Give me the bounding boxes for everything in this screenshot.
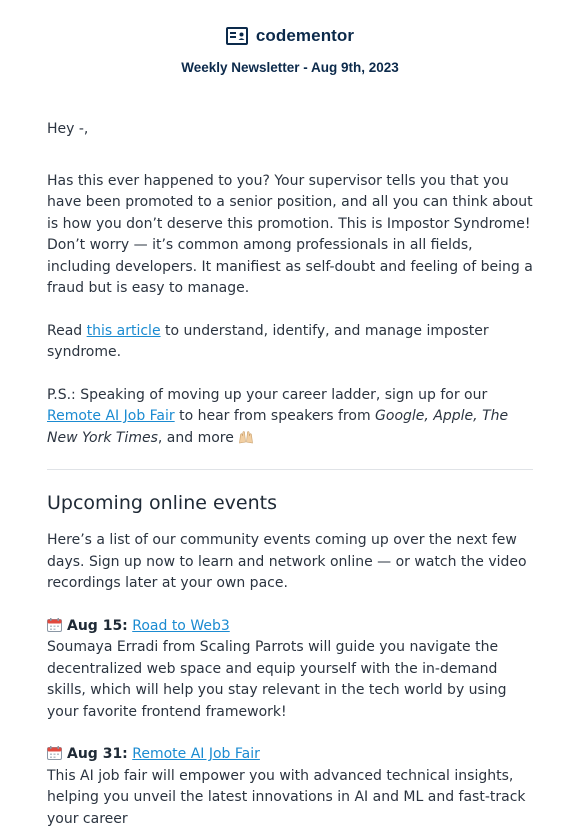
read-before-text: Read [47, 323, 87, 339]
read-article-paragraph [47, 321, 533, 364]
ps-paragraph [47, 385, 533, 450]
section-divider [47, 469, 533, 470]
newsletter-subtitle: Weekly Newsletter - Aug 9th, 2023 [0, 60, 580, 75]
event-header [47, 744, 533, 766]
calendar-icon [47, 746, 62, 760]
event-date: Aug 15: [67, 618, 128, 634]
intro-paragraph: Has this ever happened to you? Your supervisor tells you that you have been promoted to a senior position, and all you can think about is how you don’t deserve this promotion. This is Impostor Syndrome! Don’t worry — it’s common among professionals in all fields, including developers. It manifiest as self-doubt and feeling of being a fraud but is easy to manage. [47, 171, 533, 300]
greeting: Hey -, [47, 119, 533, 141]
event-item [47, 616, 533, 724]
event-description: Soumaya Erradi from Scaling Parrots will guide you navigate the decentralized web space and equip yourself with the in-demand skills, which will help you stay relevant in the tech world by using your favorite frontend framework! [47, 637, 533, 723]
id-card-icon [226, 27, 248, 45]
ps-middle-text: to hear from speakers from [175, 408, 375, 424]
events-intro: Here’s a list of our community events coming up over the next few days. Sign up now to learn and network online — or watch the video recordings later at your own pace. [47, 530, 533, 595]
event-date: Aug 31: [67, 746, 128, 762]
event-title-link[interactable]: Remote AI Job Fair [132, 746, 260, 762]
article-link[interactable]: this article [87, 323, 161, 339]
events-heading: Upcoming online events [47, 492, 533, 514]
ps-companies: Google, Apple, The New York Times [47, 408, 508, 446]
event-description: This AI job fair will empower you with advanced technical insights, helping you unveil the latest innovations in AI and ML and fast-track your career [47, 766, 533, 830]
raised-hands-emoji-icon [238, 430, 254, 444]
newsletter-body [0, 119, 580, 830]
brand-name: codementor [256, 26, 354, 46]
newsletter-header [0, 0, 580, 75]
event-title-link[interactable]: Road to Web3 [132, 618, 230, 634]
ps-before-text: P.S.: Speaking of moving up your career ladder, sign up for our [47, 387, 487, 403]
brand-logo[interactable] [226, 26, 354, 46]
ps-after-text: , and more [158, 430, 234, 446]
job-fair-link[interactable]: Remote AI Job Fair [47, 408, 175, 424]
event-header [47, 616, 533, 638]
read-after-text: to understand, identify, and manage imposter syndrome. [47, 323, 489, 361]
calendar-icon [47, 618, 62, 632]
event-item [47, 744, 533, 830]
